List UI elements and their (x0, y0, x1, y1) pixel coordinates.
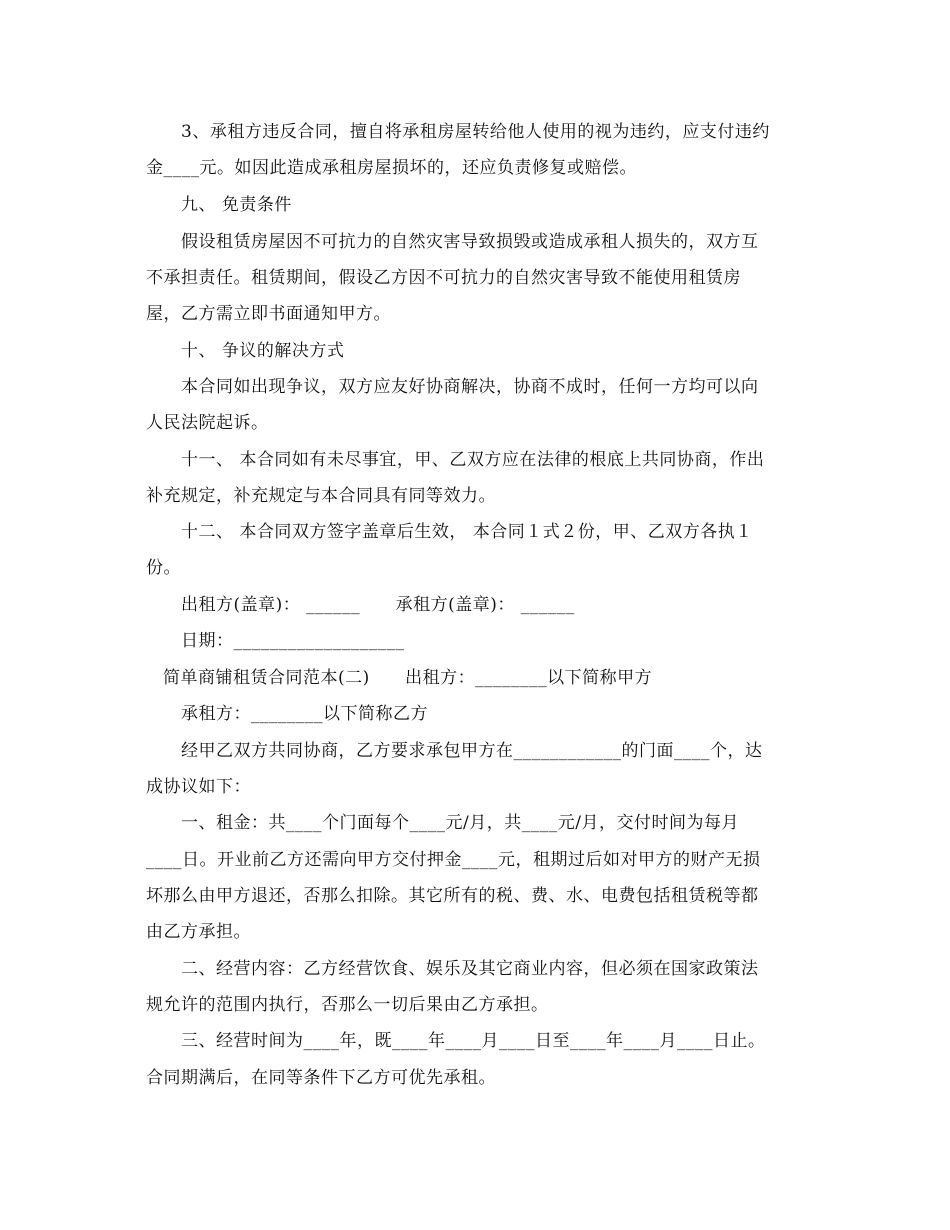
section-11-line1: 十一、 本合同如有未尽事宜，甲、乙双方应在法律的根底上共同协商，作出 (181, 450, 765, 470)
lessee-line: 承租方：________以下简称乙方 (181, 704, 428, 724)
rent-clause-line2: ____日。开业前乙方还需向甲方交付押金____元，租期过后如对甲方的财产无损 (146, 850, 761, 870)
section-10-line1: 本合同如出现争议，双方应友好协商解决，协商不成时，任何一方均可以向 (181, 377, 759, 397)
rent-clause-line1: 一、租金：共____个门面每个____元/月，共____元/月，交付时间为每月 (181, 813, 739, 833)
section-12-line1: 十二、 本合同双方签字盖章后生效， 本合同１式２份，甲、乙双方各执１ (181, 522, 753, 542)
clause-8-3-line2: 金____元。如因此造成承租房屋损坏的，还应负责修复或赔偿。 (146, 158, 637, 178)
business-clause-line1: 二、经营内容：乙方经营饮食、娱乐及其它商业内容，但必须在国家政策法 (181, 959, 759, 979)
section-9-line3: 屋，乙方需立即书面通知甲方。 (146, 304, 391, 324)
term-clause-line2: 合同期满后，在同等条件下乙方可优先承租。 (146, 1068, 496, 1088)
date-line: 日期：___________________ (181, 631, 405, 651)
term-clause-line1: 三、经营时间为____年，既____年____月____日至____年____月____日止。 (181, 1031, 766, 1051)
rent-clause-line3: 坏那么由甲方退还，否那么扣除。其它所有的税、费、水、电费包括租赁税等都 (146, 886, 759, 906)
section-9-line2: 不承担责任。租赁期间，假设乙方因不可抗力的自然灾害导致不能使用租赁房 (146, 268, 741, 288)
section-12-line2: 份。 (146, 558, 181, 578)
agreement-intro-line2: 成协议如下： (146, 777, 251, 797)
section-10-line2: 人民法院起诉。 (146, 413, 269, 433)
template-2-title-line: 简单商铺租赁合同范本(二) 出租方：________以下简称甲方 (163, 668, 653, 688)
section-10-heading: 十、 争议的解决方式 (181, 341, 345, 361)
section-9-line1: 假设租赁房屋因不可抗力的自然灾害导致损毁或造成承租人损失的，双方互 (181, 232, 759, 252)
rent-clause-line4: 由乙方承担。 (146, 922, 251, 942)
agreement-intro-line1: 经甲乙双方共同协商，乙方要求承包甲方在____________的门面____个，达 (181, 741, 763, 761)
section-11-line2: 补充规定，补充规定与本合同具有同等效力。 (146, 486, 496, 506)
section-9-heading: 九、 免责条件 (181, 195, 292, 215)
business-clause-line2: 规允许的范围内执行，否那么一切后果由乙方承担。 (146, 995, 549, 1015)
signature-line: 出租方(盖章)： ______ 承租方(盖章)： ______ (181, 595, 575, 615)
clause-8-3-line1: 3、承租方违反合同，擅自将承租房屋转给他人使用的视为违约，应支付违约 (181, 122, 770, 142)
